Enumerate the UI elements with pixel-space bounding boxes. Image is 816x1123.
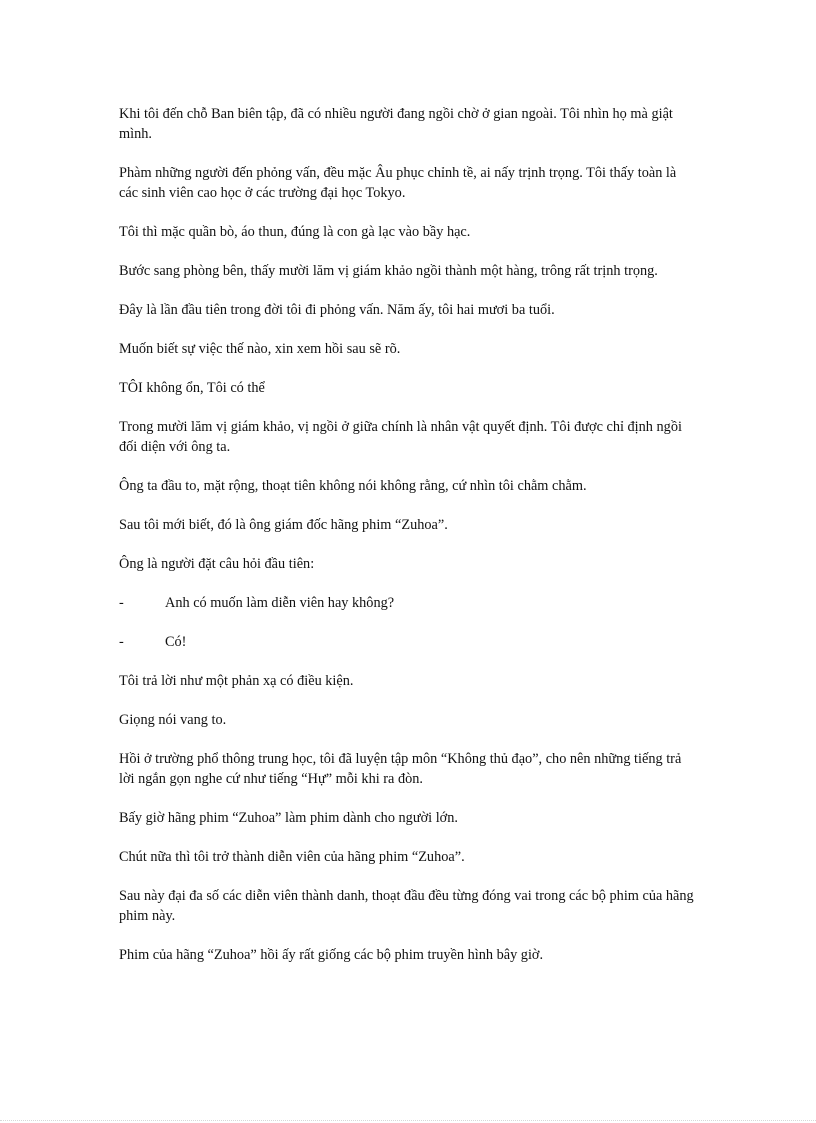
dialogue-line xyxy=(119,593,694,613)
paragraph: Phàm những người đến phỏng vấn, đều mặc Âu phục chỉnh tề, ai nấy trịnh trọng. Tôi thấy toàn là các sinh viên cao học ở các trường đại học Tokyo. xyxy=(119,165,677,201)
paragraph: Bấy giờ hãng phim “Zuhoa” làm phim dành cho người lớn. xyxy=(119,810,458,826)
paragraph: Sau tôi mới biết, đó là ông giám đốc hãng phim “Zuhoa”. xyxy=(119,517,448,533)
paragraph: Khi tôi đến chỗ Ban biên tập, đã có nhiều người đang ngồi chờ ở gian ngoài. Tôi nhìn họ mà giật mình. xyxy=(119,106,673,142)
paragraph: Phim của hãng “Zuhoa” hồi ấy rất giống các bộ phim truyền hình bây giờ. xyxy=(119,947,544,963)
paragraph: Muốn biết sự việc thế nào, xin xem hồi sau sẽ rõ. xyxy=(119,341,401,357)
paragraph: Bước sang phòng bên, thấy mười lăm vị giám khảo ngồi thành một hàng, trông rất trịnh trọng. xyxy=(119,263,658,279)
page-bottom-divider xyxy=(0,1120,816,1121)
dialogue-dash: - xyxy=(119,634,124,650)
paragraph: Tôi thì mặc quần bò, áo thun, đúng là con gà lạc vào bầy hạc. xyxy=(119,224,471,240)
dialogue-dash: - xyxy=(119,595,124,611)
paragraph: Ông ta đầu to, mặt rộng, thoạt tiên không nói không rằng, cứ nhìn tôi chằm chằm. xyxy=(119,478,587,494)
paragraph: Giọng nói vang to. xyxy=(119,712,227,728)
paragraph: Đây là lần đầu tiên trong đời tôi đi phỏng vấn. Năm ấy, tôi hai mươi ba tuổi. xyxy=(119,302,555,318)
paragraph: Tôi trả lời như một phản xạ có điều kiện. xyxy=(119,673,354,689)
paragraph: TÔI không ổn, Tôi có thể xyxy=(119,380,265,396)
paragraph: Chút nữa thì tôi trở thành diễn viên của hãng phim “Zuhoa”. xyxy=(119,849,465,865)
dialogue-text: Có! xyxy=(165,634,187,650)
dialogue-line xyxy=(119,632,694,652)
paragraph: Hồi ở trường phổ thông trung học, tôi đã luyện tập môn “Không thủ đạo”, cho nên những tiếng trả lời ngắn gọn nghe cứ như tiếng “Hự” mỗi khi ra đòn. xyxy=(119,751,682,787)
paragraph: Trong mười lăm vị giám khảo, vị ngồi ở giữa chính là nhân vật quyết định. Tôi được chỉ định ngồi đối diện với ông ta. xyxy=(119,419,682,455)
paragraph: Ông là người đặt câu hỏi đầu tiên: xyxy=(119,556,315,572)
dialogue-text: Anh có muốn làm diễn viên hay không? xyxy=(165,595,395,611)
paragraph: Sau này đại đa số các diễn viên thành danh, thoạt đầu đều từng đóng vai trong các bộ phim của hãng phim này. xyxy=(119,888,694,924)
document-body xyxy=(119,104,694,984)
